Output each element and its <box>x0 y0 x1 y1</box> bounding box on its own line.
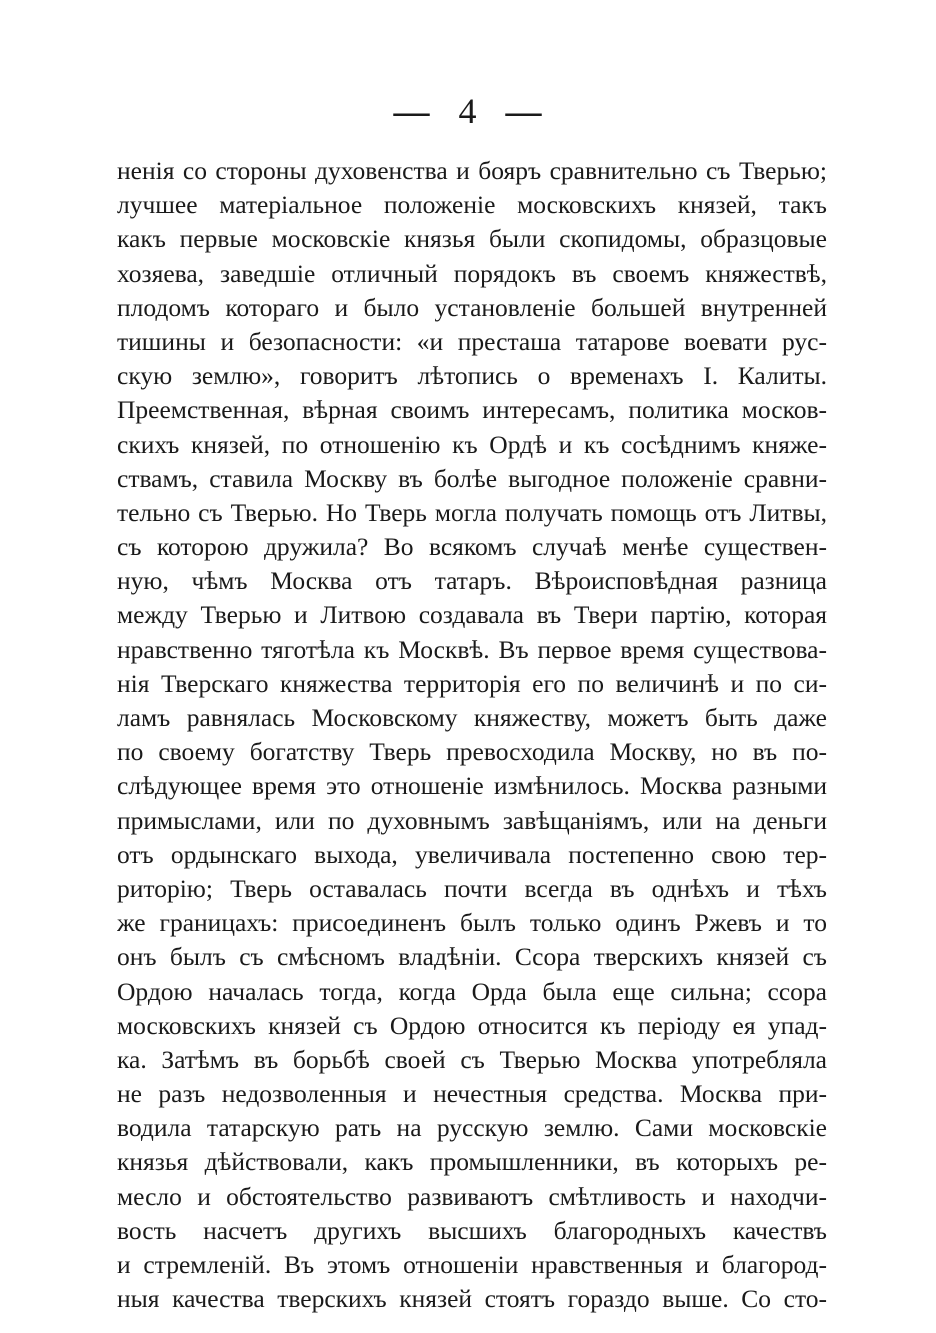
text-line: съ которою дружила? Во всякомъ случаѣ менѣе существен- <box>117 532 827 562</box>
text-line: тельно съ Тверью. Но Тверь могла получать помощь отъ Литвы, <box>117 497 827 527</box>
text-line: тишины и безопасности: «и престаша татарове воевати рус- <box>117 326 827 356</box>
page-number: 4 <box>458 91 478 131</box>
body-text <box>117 154 827 1316</box>
text-line: скихъ князей, по отношенію къ Ордѣ и къ сосѣднимъ княже- <box>117 429 827 459</box>
text-line: примыслами, или по духовнымъ завѣщаніямъ, или на деньги <box>117 805 827 835</box>
text-line: риторію; Тверь оставалась почти всегда въ однѣхъ и тѣхъ <box>117 873 827 903</box>
text-line: вость насчетъ другихъ высшихъ благородныхъ качествъ <box>117 1215 827 1245</box>
text-line: ламъ равнялась Московскому княжеству, можетъ быть даже <box>117 703 827 732</box>
text-line: и стремленій. Въ этомъ отношеніи нравственныя и благород- <box>117 1250 827 1279</box>
text-line: водила татарскую рать на русскую землю. Сами московскіе <box>117 1113 827 1143</box>
text-line: месло и обстоятельство развиваютъ смѣтливость и находчи- <box>117 1181 827 1211</box>
text-line: нія Тверскаго княжества территорія его по величинѣ и по си- <box>117 668 827 698</box>
header-dash-right: — <box>505 91 543 131</box>
text-line: какъ первые московскіе князья были скопидомы, образцовые <box>117 224 827 254</box>
text-line: лучшее матеріальное положеніе московскихъ князей, такъ <box>117 190 827 220</box>
text-line: ствамъ, ставила Москву въ болѣе выгодное положеніе сравни- <box>117 463 827 493</box>
text-line: скую землю», говоритъ лѣтопись о временахъ І. Калиты. <box>117 361 827 391</box>
text-line: ка. Затѣмъ въ борьбѣ своей съ Тверью Москва употребляла <box>117 1044 827 1074</box>
header-dash-left: — <box>393 91 431 131</box>
text-line: ныя качества тверскихъ князей стоятъ гораздо выше. Со сто- <box>117 1284 827 1314</box>
text-line: Ордою началась тогда, когда Орда была еще сильна; ссора <box>117 976 827 1006</box>
text-line: ную, чѣмъ Москва отъ татаръ. Вѣроисповѣдная разница <box>117 566 827 596</box>
text-line: между Тверью и Литвою создавала въ Твери партію, которая <box>117 600 827 630</box>
text-line: отъ ордынскаго выхода, увеличивала постепенно свою тер- <box>117 839 827 869</box>
text-line: хозяева, заведшіе отличный порядокъ въ своемъ княжествѣ, <box>117 258 827 288</box>
text-line: не разъ недозволенныя и нечестныя средства. Москва при- <box>117 1079 827 1109</box>
text-line: нравственно тяготѣла къ Москвѣ. Въ первое время существова- <box>117 634 827 664</box>
text-line: нeнія со стороны духовенства и бояръ сравнительно съ Тверью; <box>117 156 827 185</box>
text-line: московскихъ князей съ Ордою относится къ періоду ея упад- <box>117 1010 827 1040</box>
text-line: Преемственная, вѣрная своимъ интересамъ, политика москов- <box>117 395 827 425</box>
page-header <box>0 86 936 136</box>
text-line: плодомъ котораго и было установленіе большей внутренней <box>117 292 827 322</box>
text-line: онъ былъ съ смѣсномъ владѣніи. Ссора тверскихъ князей съ <box>117 942 827 972</box>
text-line: князья дѣйствовали, какъ промышленники, въ которыхъ ре- <box>117 1147 827 1177</box>
text-line: слѣдующее время это отношеніе измѣнилось. Москва разными <box>117 771 827 801</box>
text-line: же границахъ: присоединенъ былъ только одинъ Ржевъ и то <box>117 908 827 938</box>
text-line: по своему богатству Тверь превосходила Москву, но въ по- <box>117 737 827 767</box>
